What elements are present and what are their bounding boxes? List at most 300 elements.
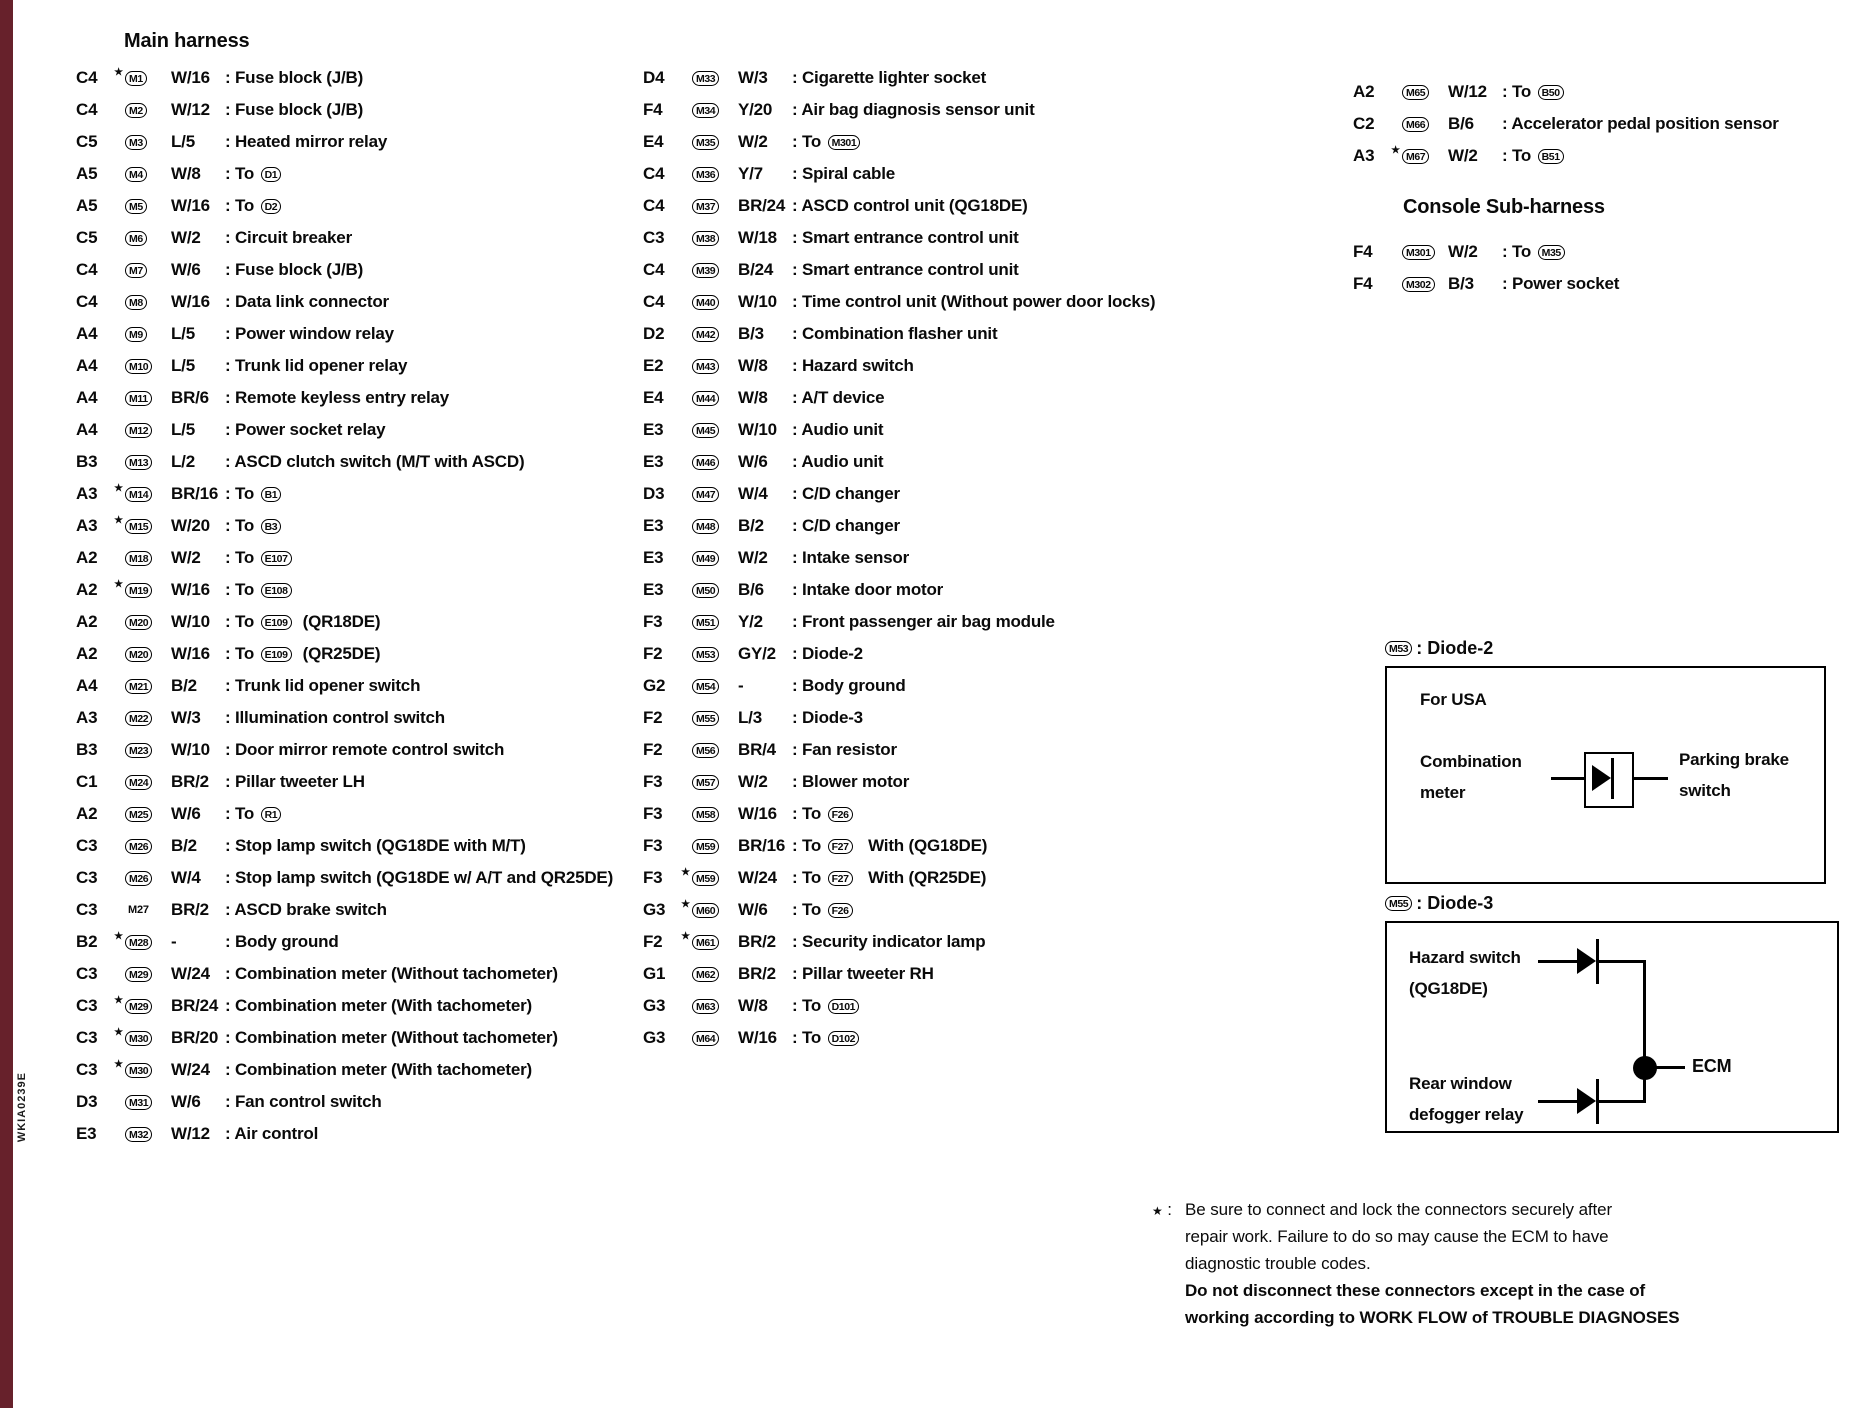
connector-row [643, 734, 1155, 766]
desc-text: : Cigarette lighter socket [792, 68, 987, 87]
connector-bubble: M18 [125, 551, 152, 566]
wire-code: W/12 [171, 100, 210, 119]
grid-ref: E3 [643, 516, 664, 535]
connector-bubble: M28 [125, 935, 152, 950]
row-desc [792, 708, 1155, 728]
wire-code: L/5 [171, 420, 195, 439]
row-desc [225, 580, 613, 600]
connector-bubble: B51 [1538, 149, 1564, 164]
connector-id-cell [692, 167, 738, 182]
grid-ref: C3 [76, 868, 98, 887]
connector-row [76, 1118, 613, 1150]
diode2-region: For USA [1420, 690, 1487, 709]
connector-id-cell [125, 199, 171, 214]
grid-ref: C5 [76, 228, 98, 247]
wire-code: W/16 [738, 1028, 777, 1047]
connector-bubble: M26 [125, 871, 152, 886]
wire-code: BR/16 [738, 836, 786, 855]
grid-ref: F4 [643, 100, 663, 119]
wire-code: W/12 [171, 1124, 210, 1143]
row-desc [225, 420, 613, 440]
connector-id-cell [692, 711, 738, 726]
connector-bubble: M301 [1402, 245, 1435, 260]
wire-code: BR/2 [171, 900, 209, 919]
connector-row [1353, 108, 1779, 140]
connector-bubble: M3 [125, 135, 147, 150]
row-desc [792, 644, 1155, 664]
grid-ref: D4 [643, 68, 665, 87]
connector-bubble: M62 [692, 967, 719, 982]
desc-text: : Heated mirror relay [225, 132, 388, 151]
wire-code: W/24 [171, 964, 210, 983]
row-desc [792, 100, 1155, 120]
wire-code: W/24 [738, 868, 777, 887]
row-desc [225, 676, 613, 696]
grid-ref: F3 [643, 804, 663, 823]
connector-row [643, 158, 1155, 190]
wire-code: W/16 [171, 196, 210, 215]
connector-row [643, 510, 1155, 542]
desc-text: : To [792, 836, 826, 855]
connector-bubble: D102 [828, 1031, 860, 1046]
row-desc [792, 260, 1155, 280]
connector-id-cell [692, 679, 738, 694]
connector-row [643, 318, 1155, 350]
footnote-line-bold: working according to WORK FLOW of TROUBLE DIAGNOSES [1185, 1308, 1680, 1327]
grid-ref: E3 [643, 452, 664, 471]
row-desc [792, 548, 1155, 568]
wire-code: W/10 [171, 612, 210, 631]
wire-code: L/5 [171, 324, 195, 343]
connector-bubble: M22 [125, 711, 152, 726]
connector-id-plain: M27 [128, 904, 149, 916]
diode-anode-icon [1592, 765, 1611, 791]
connector-id-cell [692, 359, 738, 374]
connector-id-cell [125, 711, 171, 726]
connector-bubble: E107 [261, 551, 292, 566]
grid-ref: A2 [76, 580, 98, 599]
connector-bubble: M48 [692, 519, 719, 534]
connector-row [643, 414, 1155, 446]
connector-id-cell [692, 71, 738, 86]
star-mark: ★ [114, 994, 123, 1006]
desc-text: : To [792, 900, 826, 919]
wire-code: W/18 [738, 228, 777, 247]
desc-text: : Fan control switch [225, 1092, 382, 1111]
connector-bubble: M301 [828, 135, 861, 150]
connector-bubble: M25 [125, 807, 152, 822]
star-mark: ★ [681, 866, 690, 878]
desc-text: : To [225, 644, 259, 663]
row-desc [225, 772, 613, 792]
connector-bubble: M36 [692, 167, 719, 182]
wire-code: W/3 [171, 708, 201, 727]
diode-anode-icon [1577, 948, 1596, 974]
desc-text: : Air control [225, 1124, 319, 1143]
grid-ref: C4 [76, 68, 98, 87]
wire-code: B/2 [738, 516, 764, 535]
connector-bubble: M65 [1402, 85, 1429, 100]
connector-row [76, 702, 613, 734]
connector-row [643, 606, 1155, 638]
connector-bubble: M38 [692, 231, 719, 246]
row-desc [792, 420, 1155, 440]
desc-text: : Trunk lid opener relay [225, 356, 408, 375]
desc-text: : Power window relay [225, 324, 394, 343]
grid-ref: G3 [643, 900, 666, 919]
grid-ref: G3 [643, 996, 666, 1015]
wire-line-vertical [1643, 960, 1646, 1103]
desc-text: : ASCD control unit (QG18DE) [792, 196, 1028, 215]
desc-text: : To [225, 548, 259, 567]
wire-code: W/16 [738, 804, 777, 823]
connector-bubble: F26 [828, 807, 853, 822]
wire-code: W/2 [1448, 146, 1478, 165]
connector-bubble: M5 [125, 199, 147, 214]
desc-text: : Pillar tweeter RH [792, 964, 934, 983]
wire-code: W/16 [171, 644, 210, 663]
desc-text: : Trunk lid opener switch [225, 676, 421, 695]
connector-bubble: M30 [125, 1031, 152, 1046]
connector-bubble: B3 [261, 519, 282, 534]
row-desc [225, 996, 613, 1016]
figure-code: WKIA0239E [16, 1072, 28, 1143]
grid-ref: G2 [643, 676, 666, 695]
diode3-label-text: : Diode-3 [1416, 893, 1494, 913]
wire-code: W/2 [738, 772, 768, 791]
connector-row [643, 670, 1155, 702]
row-desc [225, 548, 613, 568]
connector-bubble: M46 [692, 455, 719, 470]
connector-bubble: D101 [828, 999, 860, 1014]
wire-code: B/24 [738, 260, 774, 279]
star-mark: ★ [681, 898, 690, 910]
wire-code: BR/16 [171, 484, 219, 503]
wire-code: W/10 [738, 420, 777, 439]
connector-id-cell [125, 1095, 171, 1110]
connector-bubble: B50 [1538, 85, 1564, 100]
connector-row [76, 478, 613, 510]
connector-id-cell [125, 231, 171, 246]
console-subharness-list [1353, 236, 1619, 300]
row-desc [225, 804, 613, 824]
grid-ref: C3 [643, 228, 665, 247]
connector-bubble: M67 [1402, 149, 1429, 164]
connector-id-cell [125, 647, 171, 662]
grid-ref: B2 [76, 932, 98, 951]
row-desc [792, 804, 1155, 824]
connector-id-cell [125, 967, 171, 982]
desc-text: : Security indicator lamp [792, 932, 986, 951]
connector-row [643, 990, 1155, 1022]
wire-code: W/6 [738, 900, 768, 919]
desc-text: : Body ground [792, 676, 906, 695]
connector-bubble: M59 [692, 839, 719, 854]
desc-text: : Combination flasher unit [792, 324, 998, 343]
diode3-label [1385, 893, 1493, 914]
connector-row [643, 830, 1155, 862]
grid-ref: C4 [76, 100, 98, 119]
desc-text: : Illumination control switch [225, 708, 445, 727]
connector-bubble: M37 [692, 199, 719, 214]
connector-bubble: M11 [125, 391, 152, 406]
desc-text: (QR25DE) [293, 644, 381, 663]
row-desc [225, 164, 613, 184]
connector-row [76, 670, 613, 702]
grid-ref: A5 [76, 164, 98, 183]
diode3-top-label: Hazard switch (QG18DE) [1409, 948, 1521, 998]
connector-id-cell [125, 423, 171, 438]
row-desc [225, 1028, 613, 1048]
connector-row [76, 766, 613, 798]
row-desc [225, 452, 613, 472]
connector-id-cell [692, 775, 738, 790]
grid-ref: A3 [1353, 146, 1375, 165]
connector-id-cell [125, 487, 171, 502]
desc-text: : A/T device [792, 388, 885, 407]
grid-ref: C1 [76, 772, 98, 791]
grid-ref: D3 [76, 1092, 98, 1111]
connector-id-cell [692, 871, 738, 886]
connector-bubble: M39 [692, 263, 719, 278]
wire-code: B/2 [171, 836, 197, 855]
connector-row [76, 1054, 613, 1086]
connector-id-cell [125, 935, 171, 950]
desc-text: With (QG18DE) [854, 836, 988, 855]
connector-id-cell [692, 935, 738, 950]
connector-row [76, 958, 613, 990]
grid-ref: C3 [76, 996, 98, 1015]
connector-id-cell [692, 455, 738, 470]
row-desc [225, 836, 613, 856]
star-mark: ★ [681, 930, 690, 942]
connector-row [76, 734, 613, 766]
connector-bubble: M29 [125, 999, 152, 1014]
desc-text: : C/D changer [792, 516, 900, 535]
grid-ref: A2 [76, 548, 98, 567]
connector-bubble: M64 [692, 1031, 719, 1046]
footnote-star-mark: ★ : [1152, 1200, 1172, 1219]
wire-code: W/3 [738, 68, 768, 87]
connector-bubble: M58 [692, 807, 719, 822]
connector-id-cell [692, 1031, 738, 1046]
connector-id-cell [692, 999, 738, 1014]
wire-line [1538, 960, 1578, 963]
grid-ref: E3 [643, 420, 664, 439]
connector-row [76, 638, 613, 670]
connector-row [1353, 268, 1619, 300]
desc-text: : Data link connector [225, 292, 389, 311]
desc-text: : Pillar tweeter LH [225, 772, 365, 791]
connector-bubble: R1 [261, 807, 282, 822]
row-desc [792, 740, 1155, 760]
connector-row [643, 350, 1155, 382]
row-desc [792, 164, 1155, 184]
grid-ref: F2 [643, 644, 663, 663]
desc-text: : Combination meter (Without tachometer) [225, 1028, 558, 1047]
connector-row [76, 830, 613, 862]
row-desc [792, 612, 1155, 632]
connector-id-cell [1402, 117, 1448, 132]
row-desc [792, 964, 1155, 984]
grid-ref: C5 [76, 132, 98, 151]
connector-id-cell [125, 839, 171, 854]
connector-row [643, 862, 1155, 894]
wire-code: BR/6 [171, 388, 209, 407]
console-subharness-title: Console Sub-harness [1403, 196, 1605, 218]
desc-text: : To [225, 612, 259, 631]
connector-bubble: M20 [125, 615, 152, 630]
desc-text: : To [792, 804, 826, 823]
desc-text: : Smart entrance control unit [792, 228, 1019, 247]
connector-id-cell [692, 327, 738, 342]
connector-row [643, 894, 1155, 926]
desc-text: : To [225, 580, 259, 599]
grid-ref: E4 [643, 388, 664, 407]
diode2-box [1385, 666, 1826, 884]
wire-code: W/10 [738, 292, 777, 311]
connector-id-cell [125, 327, 171, 342]
connector-row [643, 542, 1155, 574]
desc-text: : Fuse block (J/B) [225, 100, 364, 119]
connector-row [76, 318, 613, 350]
connector-row [76, 254, 613, 286]
connector-bubble: M43 [692, 359, 719, 374]
connector-row [76, 862, 613, 894]
desc-text: : Combination meter (With tachometer) [225, 996, 532, 1015]
connector-row [643, 62, 1155, 94]
wire-code: B/2 [171, 676, 197, 695]
connector-id-cell [692, 903, 738, 918]
wire-code: W/16 [171, 580, 210, 599]
connector-row [76, 446, 613, 478]
connector-row [643, 254, 1155, 286]
desc-text: : Blower motor [792, 772, 910, 791]
wire-code: L/5 [171, 356, 195, 375]
connector-row [643, 286, 1155, 318]
connector-bubble: M2 [125, 103, 147, 118]
grid-ref: E4 [643, 132, 664, 151]
connector-id-cell [125, 167, 171, 182]
connector-id-cell [692, 103, 738, 118]
connector-bubble: M33 [692, 71, 719, 86]
connector-bubble: M23 [125, 743, 152, 758]
row-desc [792, 324, 1155, 344]
row-desc [792, 68, 1155, 88]
connector-row [643, 222, 1155, 254]
connector-bubble: M7 [125, 263, 147, 278]
footnote-line: repair work. Failure to do so may cause the ECM to have [1185, 1227, 1609, 1246]
row-desc [792, 292, 1155, 312]
desc-text: : Air bag diagnosis sensor unit [792, 100, 1035, 119]
row-desc [225, 932, 613, 952]
wire-code: W/4 [738, 484, 768, 503]
connector-id-cell [692, 423, 738, 438]
row-desc [792, 868, 1155, 888]
connector-row [643, 1022, 1155, 1054]
connector-bubble: M24 [125, 775, 152, 790]
desc-text: : Stop lamp switch (QG18DE w/ A/T and QR25DE) [225, 868, 614, 887]
connector-bubble: M40 [692, 295, 719, 310]
row-desc [225, 1124, 613, 1144]
grid-ref: F3 [643, 836, 663, 855]
wire-line [1551, 777, 1585, 780]
row-desc [225, 100, 613, 120]
grid-ref: E3 [643, 580, 664, 599]
desc-text: : Combination meter (With tachometer) [225, 1060, 532, 1079]
connector-id-cell [125, 583, 171, 598]
grid-ref: B3 [76, 740, 98, 759]
connector-bubble: M44 [692, 391, 719, 406]
desc-text: : ASCD brake switch [225, 900, 387, 919]
desc-text: : Accelerator pedal position sensor [1502, 114, 1779, 133]
connector-bubble: E109 [261, 647, 292, 662]
grid-ref: F3 [643, 612, 663, 631]
connector-bubble: D1 [261, 167, 282, 182]
wire-code: - [171, 932, 177, 951]
wire-code: Y/7 [738, 164, 763, 183]
grid-ref: D2 [643, 324, 665, 343]
grid-ref: F4 [1353, 274, 1373, 293]
connector-bubble: D2 [261, 199, 282, 214]
connector-id-cell [692, 583, 738, 598]
connector-row [1353, 76, 1779, 108]
connector-row [76, 158, 613, 190]
connector-row [76, 1086, 613, 1118]
connector-bubble: M26 [125, 839, 152, 854]
main-harness-title: Main harness [124, 30, 250, 52]
grid-ref: C4 [643, 196, 665, 215]
connector-bubble: M15 [125, 519, 152, 534]
wire-code: B/6 [738, 580, 764, 599]
grid-ref: A5 [76, 196, 98, 215]
desc-text: : To [1502, 242, 1536, 261]
row-desc [225, 1092, 613, 1112]
row-desc [792, 580, 1155, 600]
connector-bubble: M20 [125, 647, 152, 662]
diode2-left-label: Combination meter [1420, 752, 1522, 802]
main-harness-list-2 [643, 62, 1155, 1054]
grid-ref: A2 [1353, 82, 1375, 101]
connector-row [76, 894, 613, 926]
grid-ref: A4 [76, 420, 98, 439]
connector-bubble: M61 [692, 935, 719, 950]
connector-row [76, 414, 613, 446]
connector-id-cell [692, 135, 738, 150]
connector-row [76, 126, 613, 158]
star-mark: ★ [114, 1026, 123, 1038]
wire-code: BR/4 [738, 740, 776, 759]
wire-code: BR/24 [171, 996, 219, 1015]
desc-text: : Remote keyless entry relay [225, 388, 450, 407]
wire-line [1599, 1100, 1645, 1103]
connector-id-cell [692, 967, 738, 982]
wire-code: B/6 [1448, 114, 1474, 133]
wire-code: W/10 [171, 740, 210, 759]
connector-bubble: M56 [692, 743, 719, 758]
star-mark: ★ [114, 1058, 123, 1070]
connector-bubble: M12 [125, 423, 152, 438]
grid-ref: E3 [76, 1124, 97, 1143]
connector-row [76, 286, 613, 318]
diode3-bottom-label: Rear window defogger relay [1409, 1074, 1524, 1124]
grid-ref: A3 [76, 484, 98, 503]
wire-code: W/6 [171, 1092, 201, 1111]
connector-id-cell [125, 999, 171, 1014]
row-desc [225, 292, 613, 312]
desc-text: : Audio unit [792, 420, 884, 439]
row-desc [792, 356, 1155, 376]
